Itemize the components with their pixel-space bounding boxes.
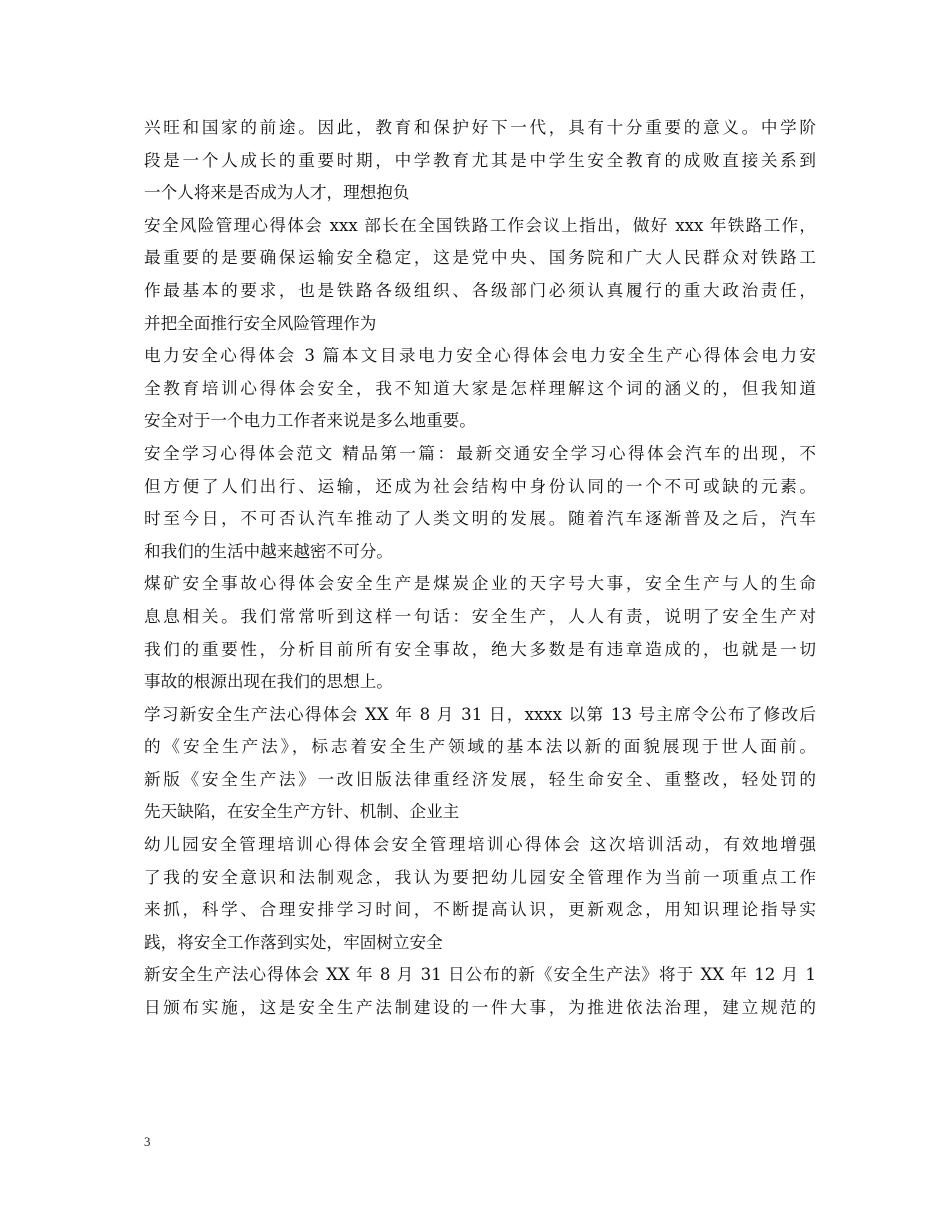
text-line: 电力安全心得体会 3 篇本文目录电力安全心得体会电力安全生产心得体会电力安 <box>144 346 816 366</box>
text-line: 和我们的生活中越来越密不可分。 <box>144 541 393 561</box>
text-line: 作最基本的要求，也是铁路各级组织、各级部门必须认真履行的重大政治责任， <box>144 280 816 300</box>
page-number: 3 <box>144 1134 151 1149</box>
text-line: 安全风险管理心得体会 xxx 部长在全国铁路工作会议上指出，做好 xxx 年铁路工作， <box>144 215 816 235</box>
text-line: 煤矿安全事故心得体会安全生产是煤炭企业的天字号大事，安全生产与人的生命 <box>144 574 816 594</box>
text-line: 一个人将来是否成为人才，理想抱负 <box>144 183 410 203</box>
text-line: 时至今日，不可否认汽车推动了人类文明的发展。随着汽车逐渐普及之后，汽车 <box>144 509 816 529</box>
text-line: 新版《安全生产法》一改旧版法律重经济发展，轻生命安全、重整改，轻处罚的 <box>144 769 816 789</box>
text-line: 息息相关。我们常常听到这样一句话：安全生产，人人有责，说明了安全生产对 <box>144 606 816 626</box>
text-line: 全教育培训心得体会安全，我不知道大家是怎样理解这个词的涵义的，但我知道 <box>144 378 816 398</box>
text-line: 并把全面推行安全风险管理作为 <box>144 313 377 333</box>
text-line: 践，将安全工作落到实处，牢固树立安全 <box>144 932 443 952</box>
text-line: 安全学习心得体会范文 精品第一篇：最新交通安全学习心得体会汽车的出现，不 <box>144 443 816 463</box>
text-line: 最重要的是要确保运输安全稳定，这是党中央、国务院和广大人民群众对铁路工 <box>144 248 816 268</box>
text-line: 学习新安全生产法心得体会 XX 年 8 月 31 日，xxxx 以第 13 号主席令公布了修改后 <box>144 704 816 724</box>
document-body <box>144 112 816 1025</box>
text-line: 安全对于一个电力工作者来说是多么地重要。 <box>144 411 476 431</box>
text-line: 幼儿园安全管理培训心得体会安全管理培训心得体会 这次培训活动，有效地增强 <box>144 835 816 855</box>
text-line: 我们的重要性，分析目前所有安全事故，绝大多数是有违章造成的，也就是一切 <box>144 639 816 659</box>
text-line: 来抓，科学、合理安排学习时间，不断提高认识，更新观念，用知识理论指导实 <box>144 900 816 920</box>
text-line: 先天缺陷，在安全生产方针、机制、企业主 <box>144 802 460 822</box>
text-line: 日颁布实施，这是安全生产法制建设的一件大事，为推进依法治理，建立规范的 <box>144 998 816 1018</box>
text-line: 了我的安全意识和法制观念，我认为要把幼儿园安全管理作为当前一项重点工作 <box>144 867 816 887</box>
text-line: 事故的根源出现在我们的思想上。 <box>144 672 393 692</box>
text-line: 的《安全生产法》，标志着安全生产领域的基本法以新的面貌展现于世人面前。 <box>144 737 816 757</box>
text-line: 新安全生产法心得体会 XX 年 8 月 31 日公布的新《安全生产法》将于 XX 年 12 月 1 <box>144 965 816 985</box>
text-line: 兴旺和国家的前途。因此，教育和保护好下一代，具有十分重要的意义。中学阶 <box>144 118 816 137</box>
text-line: 但方便了人们出行、运输，还成为社会结构中身份认同的一个不可或缺的元素。 <box>144 476 816 496</box>
text-line: 段是一个人成长的重要时期，中学教育尤其是中学生安全教育的成败直接关系到 <box>144 150 816 170</box>
